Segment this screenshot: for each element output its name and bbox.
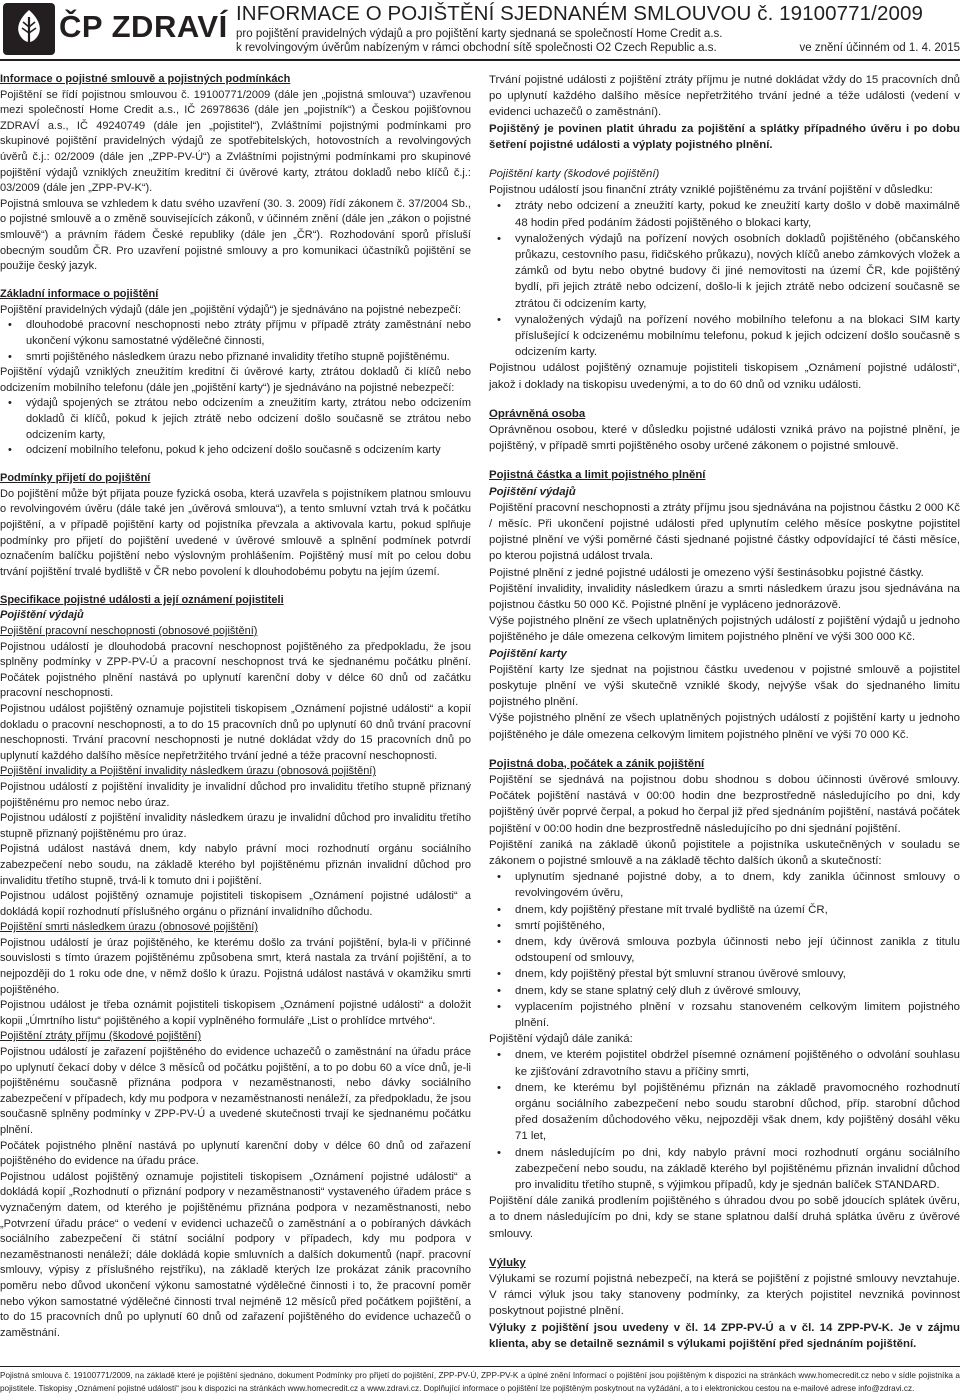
section-heading-insurance-info: Informace o pojistné smlouvě a pojistných podmínkách <box>0 73 291 85</box>
list-item: • vynaložených výdajů na pořízení nových osobních dokladů pojištěného (občanského průkazu, cestovního pasu, řidičského průkazu), nových klíčů anebo zámkových vložek a zámků od bytu nebo obytné budovy či jiné nemovitosti na území ČR, kde pojištěný bydlí, při jejich ztrátě nebo odcizení, došlo-li k jejich ztrátě nebo odcizení současně se ztrátou či odcizením karty, <box>515 231 960 312</box>
paragraph: Pojistnou událost pojištěný oznamuje pojistiteli tiskopisem „Oznámení pojistné události“, jakož i doklady na tiskopisu uvedenými, a to do 60 dnů od vzniku události. <box>489 362 960 391</box>
left-column <box>0 72 471 1341</box>
subheading-card-title: Pojištění karty <box>489 167 561 180</box>
paragraph: Pojištění se sjednává na pojistnou dobu shodnou s dobou účinnosti úvěrové smlouvy. Počátek pojištění nastává v 00:00 hodin dne bezprostředně následujícího po dni, kdy pojištěný úvěr poprvé čerpal, a pokud ho čerpal již před sjednáním pojištění, nastává počátek pojištění v 00:00 hodin dne bezprostředně následujícího po dni sjednání pojištění. <box>489 773 960 835</box>
section-heading-duration: Pojistná doba, počátek a zánik pojištění <box>489 757 705 770</box>
section-heading-authorized-person: Oprávněná osoba <box>489 407 586 420</box>
subheading-card-tail: (škodové pojištění) <box>560 167 660 180</box>
list-item: • výdajů spojených se ztrátou nebo odcizením a zneužitím karty, ztrátou nebo odcizením dokladů či klíčů, pokud k jejich ztrátě nebo odcizení došlo současně se ztrátou nebo odcizením karty, <box>26 396 471 443</box>
paragraph: Pojistnou událost je třeba oznámit pojistiteli tiskopisem „Oznámení pojistné události“ a doložit kopii „Úmrtního listu“ pojištěného a kopií vyplněného formuláře „List o prohlídce mrtvého“. <box>0 999 471 1027</box>
document-subtitle-1: pro pojištění pravidelných výdajů a pro pojištění karty sjednaná se společností Home Credit a.s. <box>236 28 723 40</box>
list-item: • dnem, kdy úvěrová smlouva pozbyla účinnosti nebo její účinnost zanikla z titulu odstoupení od smlouvy, <box>515 934 960 966</box>
list-item: • dnem, ke kterému byl pojištěnému přiznán na základě pravomocného rozhodnutí orgánu sociálního zabezpečení nebo soudu starobní důchod, příp. starobní důchod před dosažením důchodového věku, nejpozději však dnem, kdy pojištěný dosáhl věku 71 let, <box>515 1080 960 1145</box>
section-heading-exclusions: Výluky <box>489 1256 526 1269</box>
paragraph: Pojištění zaniká na základě úkonů pojistitele a pojistníka uskutečněných v souladu se zákonem o pojistné smlouvě a na základě těchto dalších úkonů a skutečností: <box>489 838 960 867</box>
list-item: • dlouhodobé pracovní neschopnosti nebo ztráty příjmu v případě ztráty zaměstnání nebo ukončení výkonu samostatné výdělečné činnosti, <box>26 318 471 349</box>
paragraph: Výše pojistného plnění ze všech uplatněných pojistných událostí z pojištění karty u jednoho pojištěného je dále omezena celkovým limitem pojistného plnění ve výši 70 000 Kč. <box>489 712 960 741</box>
list-item: • vynaložených výdajů na pořízení nového mobilního telefonu a na blokaci SIM karty příslušející k odcizenému mobilnímu telefonu, pokud k jejich odcizení došlo současně s odcizením karty. <box>515 312 960 361</box>
list-item: • dnem, kdy pojištěný přestane mít trvalé bydliště na území ČR, <box>515 902 960 918</box>
list-item: • uplynutím sjednané pojistné doby, a to dnem, kdy zanikla účinnost smlouvy o revolvingovém úvěru, <box>515 869 960 901</box>
paragraph: Pojistnou událostí je úraz pojištěného, ke kterému došlo za trvání pojištění, byla-li v příčinné souvislosti s tímto úrazem pojištěnému způsobena smrt, která nastala za trvání pojištění, a to nejpozději do 1 roku ode dne, v němž došlo k úrazu. Pojistná událost nastává v okamžiku smrti pojištěného. <box>0 936 471 996</box>
paragraph: Pojištění se řídí pojistnou smlouvou č. 19100771/2009 (dále jen „pojistná smlouva“) uzavřenou mezi společností Home Credit a.s., IČ 26978636 (dále jen „pojistník“) a Českou pojišťovnou ZDRAVÍ a.s., IČ 49240749 (dále jen „pojistitel“), Zvláštními pojistnými podmínkami pro skupinové pojištění pravidelných výdajů ze spotřebitelských, hotovostních a revolvingových úvěrů č.j.: 02/2009 (dále jen „ZPP-PV-Ú“) a Zvláštními pojistnými podmínkami pro skupinové pojištění výdajů vzniklých zneužitím kreditní či úvěrové karty, ztrátou dokladů nebo klíčů č.j.: 03/2009 (dále jen „ZPP-PV-K“). <box>0 88 471 195</box>
paragraph: Pojištění invalidity, invalidity následkem úrazu a smrti následkem úrazu jsou sjednávána na pojistnou částku 50 000 Kč. Pojistné plnění je vypláceno jednorázově. <box>489 582 960 611</box>
paragraph: Pojistnou událostí je zařazení pojištěného do evidence uchazečů o zaměstnání na úřadu práce po uplynutí čekací doby v délce 3 měsíců od počátku pojištění, a to po dobu 60 a více dnů, je-li pojištěnému současně přiznána podpora v nezaměstnanosti, nebo dávky sociálního zabezpečení v případech, kdy mu podpora v nezaměstnanosti nenáleží, za předpokladu, že jsou současně splněny podmínky v ZPP-PV-Ú a uvedené skutečnosti trvají ke sjednanému počátku plnění. <box>0 1046 471 1136</box>
list-item: • dnem, kdy se stane splatný celý dluh z úvěrové smlouvy, <box>515 983 960 999</box>
subheading-underlined: Pojištění pracovní neschopnosti (obnosové pojištění) <box>0 625 258 637</box>
logo <box>3 3 228 55</box>
subheading: Pojištění výdajů <box>0 609 84 622</box>
header-rule <box>0 59 960 61</box>
paragraph: Pojistnou událostí je dlouhodobá pracovní neschopnost pojištěného za předpokladu, že jsou splněny podmínky v ZPP-PV-Ú a pracovní neschopnost trvá ke sjednanému počátku plnění. Počátek pojistného plnění nastává po uplynutí karenční doby v délce 60 dnů od začátku pracovní neschopnosti. <box>0 640 471 700</box>
list-item: • vyplacením pojistného plnění v rozsahu stanoveném celkovým limitem pojistného plnění. <box>515 999 960 1031</box>
section-heading-specification: Specifikace pojistné události a její oznámení pojistiteli <box>0 593 284 606</box>
paragraph-bold: Pojištěný je povinen platit úhradu za pojištění a splátky případného úvěru i po dobu šetření pojistné události a výplaty pojistného plnění. <box>489 122 960 151</box>
paragraph: Pojistnou událostí jsou finanční ztráty vzniklé pojištěnému za trvání pojištění v důsledku: <box>489 184 933 197</box>
section-heading-conditions: Podmínky přijetí do pojištění <box>0 472 151 485</box>
document-subtitle-2: k revolvingovým úvěrům nabízeným v rámci obchodní sítě společnosti O2 Czech Republic a.s. <box>236 42 717 54</box>
paragraph: Pojištění pravidelných výdajů (dále jen „pojištění výdajů“) je sjednáváno na pojistné nebezpečí: <box>0 303 462 316</box>
effective-date: ve znění účinném od 1. 4. 2015 <box>799 42 960 54</box>
brand-name: ČP ZDRAVÍ <box>59 9 228 44</box>
paragraph: Pojistné plnění z jedné pojistné události je omezeno výší šestinásobku pojistné částky. <box>489 566 924 579</box>
list-item: • ztráty nebo odcizení a zneužití karty, pokud ke zneužití karty došlo v době maximálně 48 hodin před podáním žádosti pojištěného o blokaci karty, <box>515 198 960 230</box>
header <box>0 0 960 60</box>
paragraph: Pojištění výdajů vzniklých zneužitím kreditní či úvěrové karty, ztrátou dokladů či klíčů nebo odcizením mobilního telefonu (dále jen „pojištění karty“) je sjednáváno na pojistné nebezpečí: <box>0 366 471 394</box>
paragraph: Pojistná smlouva se vzhledem k datu svého uzavření (30. 3. 2009) řídí zákonem č. 37/2004 Sb., o pojistné smlouvě a o změně souvisejících zákonů, v účinném znění (dále jen „zákon o pojistné smlouvě“) a právním řádem České republiky (dále jen „ČR“). Rozhodování sporů přísluší obecným soudům ČR. Pro uzavření pojistné smlouvy a pro komunikaci účastníků pojištění se použije český jazyk. <box>0 197 471 273</box>
subheading: Pojištění výdajů <box>489 485 576 498</box>
paragraph: Pojistnou událost pojištěný oznamuje pojistiteli tiskopisem „Oznámení pojistné události“ a dokládá kopií rozhodnutí příslušného orgánu o přiznání invalidního důchodu. <box>0 890 471 918</box>
risk-list-card <box>0 396 471 458</box>
termination-list <box>489 869 960 1031</box>
list-item: • smrti pojištěného následkem úrazu nebo přiznané invalidity třetího stupně pojištěnému. <box>26 350 471 366</box>
section-heading-basic-info: Základní informace o pojištění <box>0 288 159 301</box>
paragraph: Počátek pojistného plnění nastává po uplynutí karenční doby v délce 60 dnů od zařazení pojištěného do evidence na úřadu práce. <box>0 1139 471 1168</box>
list-item: • dnem následujícím po dni, kdy nabylo právní moci rozhodnutí orgánu sociálního zabezpečení nebo soudu, na základě kterého byl pojištěnému přiznán invalidní důchod pro invaliditu třetího stupně, s výjimkou případů, kdy je sjednán balíček STANDARD. <box>515 1145 960 1194</box>
subheading-underlined: Pojištění ztráty příjmu (škodové pojištění) <box>0 1030 202 1043</box>
paragraph: Trvání pojistné události z pojištění ztráty příjmu je nutné dokládat vždy do 15 pracovních dnů po uplynutí každého dalšího měsíce nepřetržitého trvání jedné a téže události (vedení v evidenci uchazečů o zaměstnání). <box>489 74 960 119</box>
subheading-underlined: Pojištění invalidity a Pojištění invalidity následkem úrazu (obnosová pojištění) <box>0 765 377 778</box>
document-title: INFORMACE O POJIŠTĚNÍ SJEDNANÉM SMLOUVOU č. 19100771/2009 <box>236 2 923 25</box>
paragraph: Pojištění dále zaniká prodlením pojištěného s úhradou dvou po sobě jdoucích splátek úvěru, a to dnem následujícím po dni, kdy se stane splatnou další druhá splátka úvěru z úvěrové smlouvy. <box>489 1195 960 1240</box>
paragraph-bold: Výluky z pojištění jsou uvedeny v čl. 14 ZPP-PV-Ú a v čl. 14 ZPP-PV-K. Je v zájmu klienta, aby se detailně seznámil s výlukami pojištění před sjednáním pojištění. <box>489 1321 960 1350</box>
list-item: • odcizení mobilního telefonu, pokud k jeho odcizení došlo současně s odcizením karty <box>26 443 471 459</box>
paragraph: Pojistnou událostí z pojištění invalidity je invalidní důchod pro invaliditu třetího stupně přiznaný pojištěnému pro nemoc nebo úraz. <box>0 780 471 809</box>
expenses-termination-list <box>489 1047 960 1193</box>
paragraph: Výlukami se rozumí pojistná nebezpečí, na která se pojištění z pojistné smlouvy nevztahuje. V rámci výluk jsou taky stanoveny podmínky, za kterých pojistitel nevzniká povinnost poskytnout pojistné plnění. <box>489 1272 960 1318</box>
right-column <box>489 72 960 1352</box>
paragraph: Pojistnou událost pojištěný oznamuje pojistiteli tiskopisem „Oznámení pojistné události“ a kopií dokladu o pracovní neschopnosti, a to do 15 pracovních dnů po uplynutí 60 dnů trvání pracovní neschopnosti. Trvání pracovní neschopnosti je nutné dokládat vždy do 15 pracovních dnů po uplynutí každého dalšího měsíce nepřetržitého trvání jedné a téže pracovní neschopnosti. <box>0 702 471 762</box>
list-item: • dnem, kdy pojištěný přestal být smluvní stranou úvěrové smlouvy, <box>515 966 960 982</box>
paragraph: Pojištění karty lze sjednat na pojistnou částku uvedenou v pojistné smlouvě a pojistitel poskytuje plnění ve výši skutečně vzniklé škody, nejvýše však do sjednaného limitu pojistného plnění. <box>489 663 960 709</box>
paragraph: Pojištění výdajů dále zaniká: <box>489 1033 633 1046</box>
paragraph: Pojistnou událostí z pojištění invalidity následkem úrazu je invalidní důchod pro invaliditu třetího stupně přiznaný pojištěnému pro úraz. <box>0 812 471 840</box>
subheading-card <box>489 166 960 182</box>
subheading: Pojištění karty <box>489 647 567 660</box>
section-heading-sum-limit: Pojistná částka a limit pojistného plnění <box>489 469 706 482</box>
paragraph: Pojistná událost nastává dnem, kdy nabylo právní moci rozhodnutí orgánu sociálního zabezpečení nebo soudu, na základě kterého byl pojištěnému přiznán invalidní důchod pro invaliditu třetího stupně, trvá-li k tomuto dni i pojištění. <box>0 843 471 887</box>
paragraph: Výše pojistného plnění ze všech uplatněných pojistných událostí z pojištění výdajů u jednoho pojištěného je dále omezena celkovým limitem pojistného plnění ve výši 300 000 Kč. <box>489 615 960 644</box>
card-loss-list <box>489 198 960 360</box>
risk-list-expenses <box>0 318 471 365</box>
leaf-icon <box>3 3 55 55</box>
paragraph: Pojistnou událost pojištěný oznamuje pojistiteli tiskopisem „Oznámení pojistné události“ a dokládá kopií „Rozhodnutí o přiznání podpory v nezaměstnanosti“ vystaveného úřadem práce s vyznačeným datem, od kterého je pojištěnému přiznána podpora v nezaměstnanosti, nebo „Potvrzení úřadu práce“ o vedení v evidenci uchazečů o zaměstnání a o pobíraných dávkách sociálního zabezpečení či státní sociální podpory v případech, kdy mu podpora v nezaměstnanosti nenáleží; dále dokládá kopie smluvních a dalších dokumentů (např. pracovní smlouvy, výpisy z příslušného rejstříku), na základě kterých lze prokázat zánik pracovního poměru nebo důvod ukončení výkonu samostatné výdělečné činnosti i to, že pracovní poměr nebo výkon samostatné výdělečné činnosti trval nejméně 12 měsíců před počátkem pojištění, a to do 15 pracovních dnů po uplynutí 60 dnů od zařazení pojištěného do evidence uchazečů o zaměstnání. <box>0 1170 471 1339</box>
footer-rule <box>0 1366 960 1367</box>
list-item: • smrtí pojištěného, <box>515 918 960 934</box>
list-item: • dnem, ve kterém pojistitel obdržel písemné oznámení pojištěného o odvolání souhlasu ke zjišťování zdravotního stavu a příčiny smrti, <box>515 1047 960 1079</box>
subheading-underlined: Pojištění smrti následkem úrazu (obnosové pojištění) <box>0 921 259 934</box>
paragraph: Do pojištění může být přijata pouze fyzická osoba, která uzavřela s pojistníkem platnou smlouvu o revolvingovém úvěru (dále také jen „úvěrová smlouva“), a tento smluvní vztah trvá k počátku pojištění, a v případě pojištění karty od pojistníka převzala a aktivovala kartu, pokud splňuje podmínky pro přijetí do pojištění uvedené v úvěrové smlouvě a splnění podmínek potvrdí označením balíčku pojištění nebo výslovným prohlášením. Pojištěný musí mít po celou dobu trvání pojištění trvalé bydliště v ČR nebo povolení k dlouhodobému pobytu na jejím území. <box>0 487 471 578</box>
paragraph: Oprávněnou osobou, které v důsledku pojistné události vzniká právo na pojistné plnění, je pojištěný, v případě smrti pojištěného osoby určené zákonem o pojistné smlouvě. <box>489 423 960 453</box>
paragraph: Pojištění pracovní neschopnosti a ztráty příjmu jsou sjednávána na pojistnou částku 2 000 Kč / měsíc. Při ukončení pojistné události před uplynutím celého měsíce poskytne pojistitel pojistné plnění ve výši poměrné části sjednané pojistné částky odpovídající té části měsíce, po kterou pojistná událost trvala. <box>489 501 960 563</box>
footer-note: Pojistná smlouva č. 19100771/2009, na základě které je pojištění sjednáno, dokument Podmínky pro přijetí do pojištění, ZPP-PV-Ú, ZPP-PV-K a úplné znění Informací o pojištění jsou pojištěným k dispozici na stránkách www.homecredit.cz nebo v sídle pojistníka a pojistitele. Tiskopisy „Oznámení pojistné události“ jsou k dispozici na stránkách www.homecredit.cz a www.zdravi.cz. Doplňující informace o pojištění lze pojištěným poskytnout na vyžádání, a to i elektronickou cestou na e-mailové adrese info@zdravi.cz. <box>0 1371 960 1393</box>
